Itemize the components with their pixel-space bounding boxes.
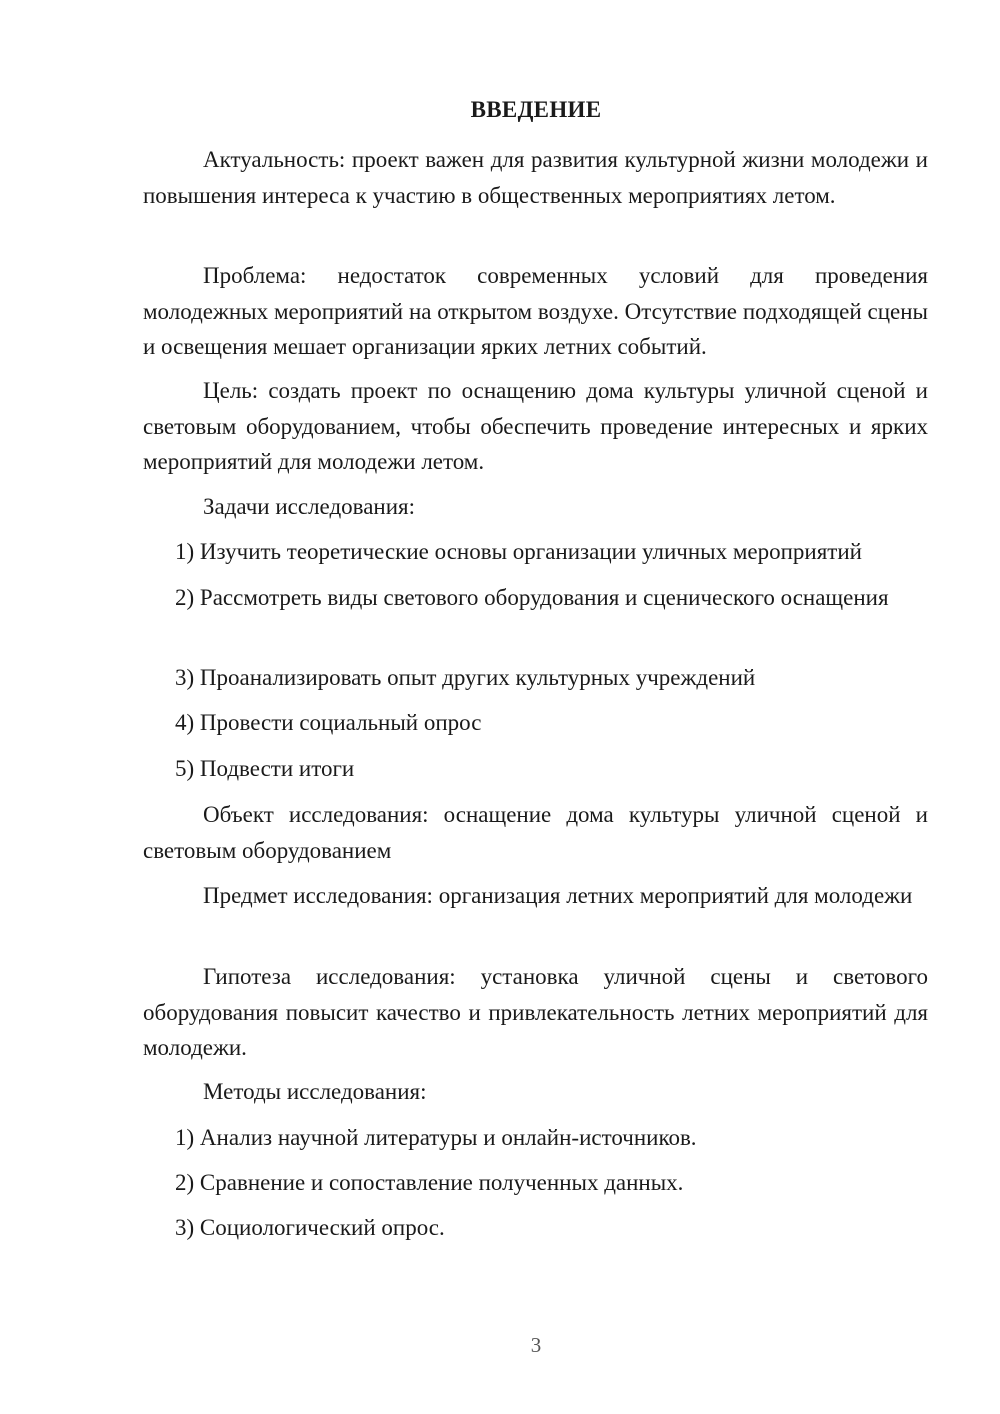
method-item: 3) Социологический опрос. [175, 1215, 445, 1240]
method-item: 2) Сравнение и сопоставление полученных данных. [175, 1170, 684, 1195]
hypothesis-paragraph: Гипотеза исследования: установка уличной сцены и светового оборудования повысит качество и привлекательность летних мероприятий для молодежи. [143, 964, 928, 1060]
problem-paragraph: Проблема: недостаток современных условий для проведения молодежных мероприятий на открытом воздухе. Отсутствие подходящей сцены и освещения мешает организации ярких летних событий. [143, 263, 928, 359]
task-item: 2) Рассмотреть виды светового оборудования и сценического оснащения [175, 585, 889, 610]
method-item: 1) Анализ научной литературы и онлайн-источников. [175, 1125, 697, 1150]
subject-paragraph: Предмет исследования: организация летних мероприятий для молодежи [203, 883, 913, 908]
task-item: 3) Проанализировать опыт других культурных учреждений [175, 665, 756, 690]
methods-heading: Методы исследования: [203, 1079, 427, 1104]
goal-paragraph: Цель: создать проект по оснащению дома культуры уличной сценой и световым оборудованием, чтобы обеспечить проведение интересных и ярких мероприятий для молодежи летом. [143, 378, 928, 474]
tasks-heading: Задачи исследования: [203, 494, 416, 519]
object-paragraph: Объект исследования: оснащение дома культуры уличной сценой и световым оборудованием [143, 802, 928, 863]
page-title: ВВЕДЕНИЕ [470, 97, 602, 122]
task-item: 1) Изучить теоретические основы организации уличных мероприятий [175, 539, 862, 564]
relevance-paragraph: Актуальность: проект важен для развития культурной жизни молодежи и повышения интереса к участию в общественных мероприятиях летом. [143, 147, 928, 208]
page-number: 3 [530, 1333, 542, 1357]
task-item: 5) Подвести итоги [175, 756, 355, 781]
task-item: 4) Провести социальный опрос [175, 710, 482, 735]
